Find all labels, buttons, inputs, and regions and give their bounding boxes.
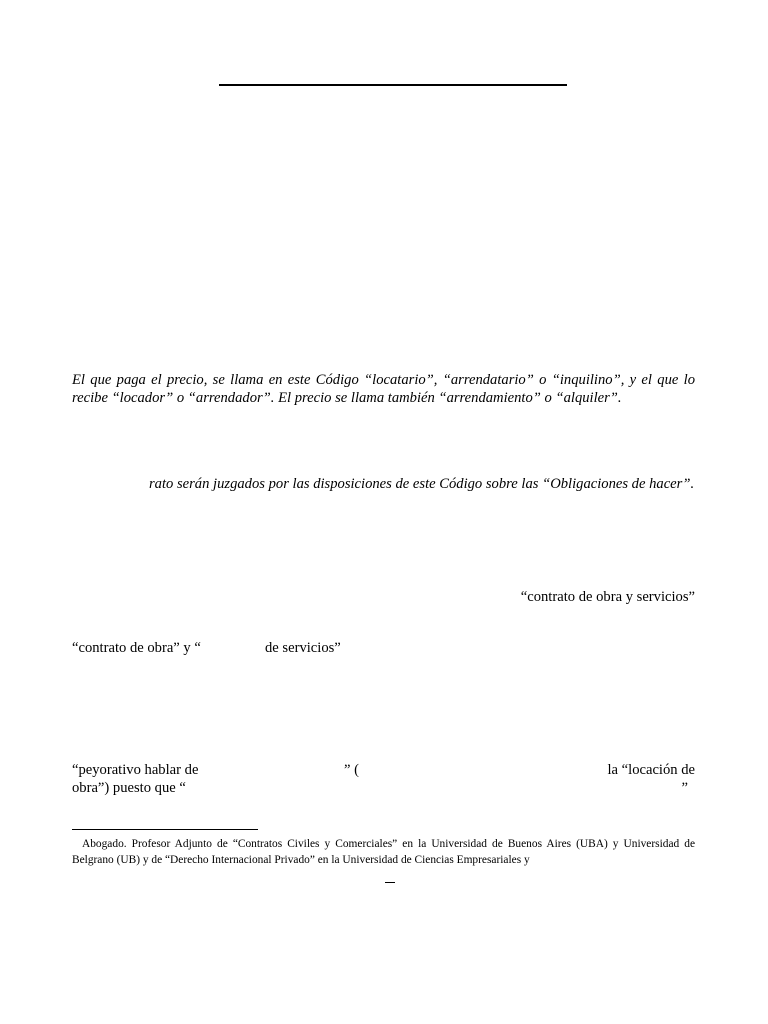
paragraph-obligaciones: rato serán juzgados por las disposiciones de este Código sobre las “Obligaciones de hacer”. [149,476,695,492]
paragraph-contrato-obra-servicios: “contrato de obra y servicios” [520,589,695,605]
text-de-servicios: de servicios” [265,640,341,656]
text-closing-quote: ” [681,780,688,796]
footnote-separator [72,829,258,830]
footnote-text: Abogado. Profesor Adjunto de “Contratos Civiles y Comerciales” en la Universidad de Buenos Aires (UBA) y Universidad de Belgrano (UB) y de “Derecho Internacional Privado” en la Universidad de Ciencias Empresariales y [72,838,695,866]
text-peyorativo: “peyorativo hablar de [72,762,199,778]
paragraph-locatario: El que paga el precio, se llama en este Código “locatario”, “arrendatario” o “inquilino”, y el que lo recibe “locador” o “arrendador”. El precio se llama también “arrendamiento” o “alquiler”. [72,372,695,406]
text-obra-puesto-que: obra”) puesto que “ [72,780,186,796]
text-locacion-de: la “locación de [607,762,695,778]
text-paren-open: ” ( [344,762,359,778]
footnote [72,836,695,868]
text-contrato-de-obra: “contrato de obra” y “ [72,640,201,656]
title-underline [219,84,567,86]
page-dash [385,882,395,883]
